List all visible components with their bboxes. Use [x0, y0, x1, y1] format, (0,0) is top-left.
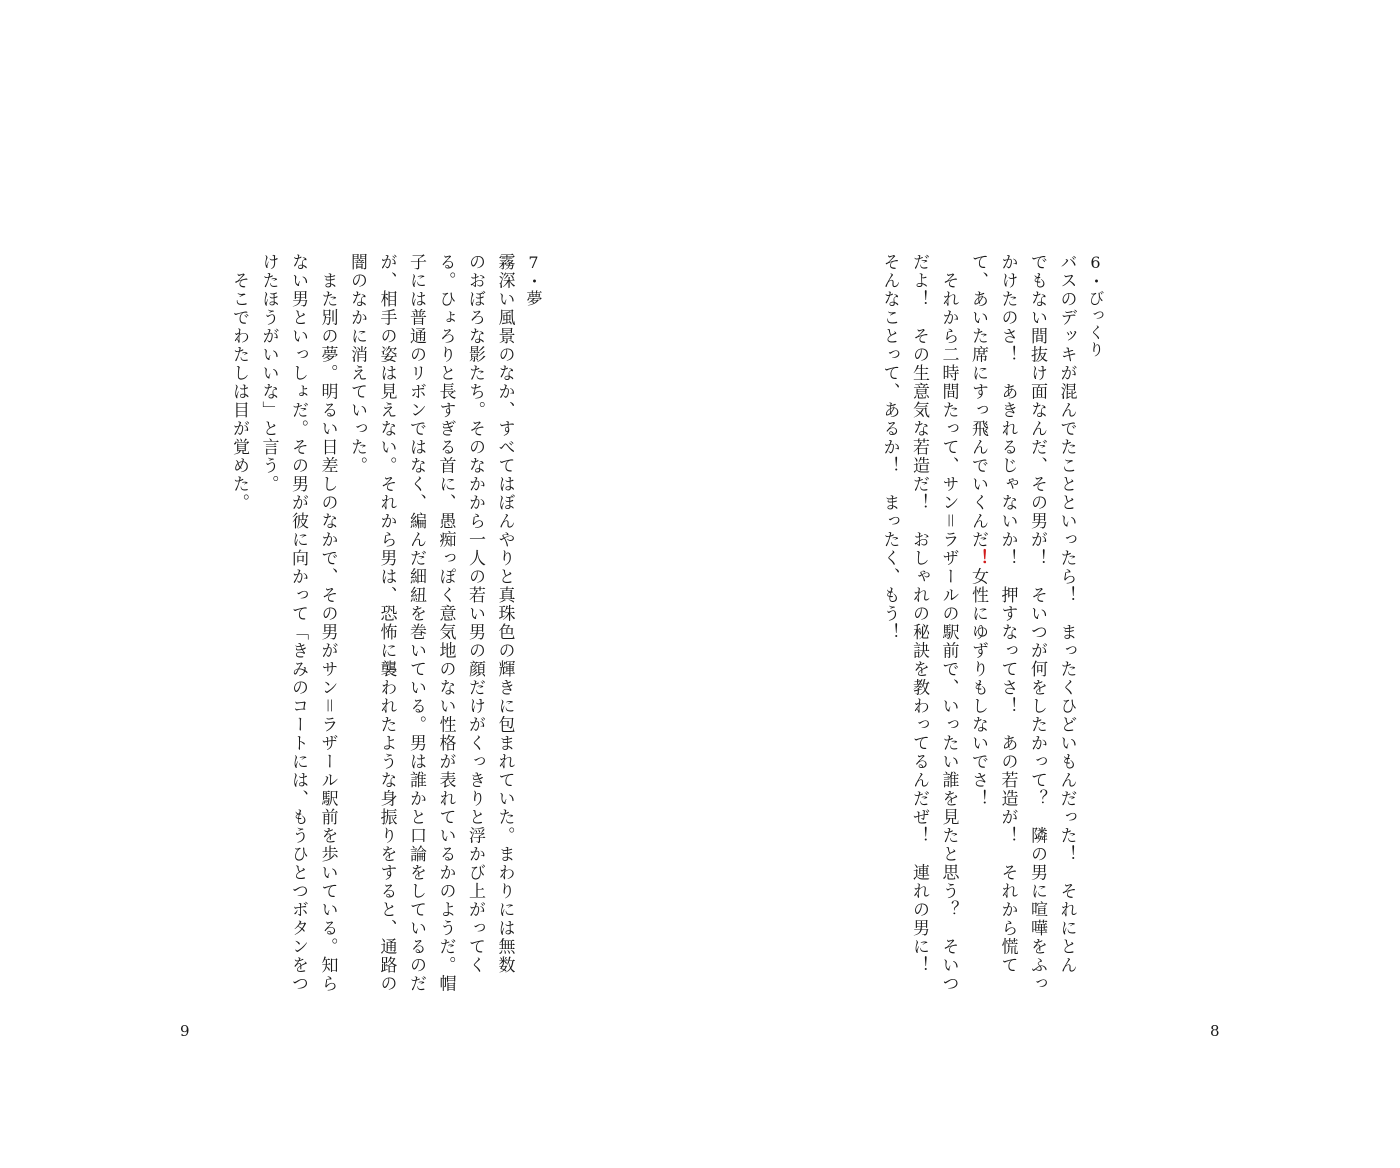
- red-exclamation-mark: ！: [968, 549, 988, 568]
- text-line-with-mark: [963, 253, 993, 993]
- text-line: けたほうがいいな」と言う。: [258, 253, 279, 494]
- text-line: そんなことって、あるか！ まったく、もう！: [879, 253, 900, 642]
- text-line: 闇のなかに消えていった。: [347, 253, 367, 475]
- chapter-7-text: [224, 253, 549, 993]
- text-segment: て、あいた席にすっ飛んでいくんだ: [968, 253, 988, 549]
- chapter-heading: 6・びっくり: [1086, 253, 1105, 358]
- text-line: のおぼろな影たち。そのなかから一人の若い男の顔だけがくっきりと浮かび上がってく: [465, 253, 485, 975]
- text-line: でもない間抜け面なんだ、その男が！ そいつが何をしたかって？ 隣の男に喧嘩をふっ: [1027, 253, 1047, 993]
- text-line: バスのデッキが混んでたことといったら！ まったくひどいもんだった！ それにとん: [1056, 253, 1077, 975]
- page-8: [700, 0, 1400, 1168]
- page-number: 8: [1210, 1022, 1220, 1040]
- text-line: そこでわたしは目が覚めた。: [229, 253, 249, 512]
- text-line: る。ひょろりと長すぎる首に、愚痴っぽく意気地のない性格が表れているかのようだ。帽: [435, 253, 456, 993]
- text-line: が、相手の姿は見えない。それから男は、恐怖に襲われたような身振りをすると、通路の: [376, 253, 397, 993]
- text-line: また別の夢。明るい日差しのなかで、その男がサン＝ラザール駅前を歩いている。知ら: [317, 253, 338, 993]
- text-line: それから二時間たって、サン＝ラザールの駅前で、いったい誰を見たと思う？ そいつ: [938, 253, 959, 993]
- text-line: かけたのさ！ あきれるじゃないか！ 押すなってさ！ あの若造が！ それから慌て: [997, 253, 1018, 975]
- chapter-heading: 7・夢: [524, 253, 543, 307]
- text-line: 子には普通のリボンではなく、編んだ細紐を巻いている。男は誰かと口論をしているのだ: [406, 253, 426, 993]
- text-line: 霧深い風景のなか、すべてはぼんやりと真珠色の輝きに包まれていた。まわりには無数: [494, 253, 515, 975]
- text-line: だよ！ その生意気な若造だ！ おしゃれの秘訣を教わってるんだぜ！ 連れの男に！: [909, 253, 929, 975]
- page-number: 9: [180, 1022, 190, 1040]
- text-line: ない男といっしょだ。その男が彼に向かって「きみのコートには、もうひとつボタンをつ: [288, 253, 308, 993]
- chapter-6-text: [874, 253, 1110, 993]
- text-segment: 女性にゆずりもしないでさ！: [968, 567, 988, 808]
